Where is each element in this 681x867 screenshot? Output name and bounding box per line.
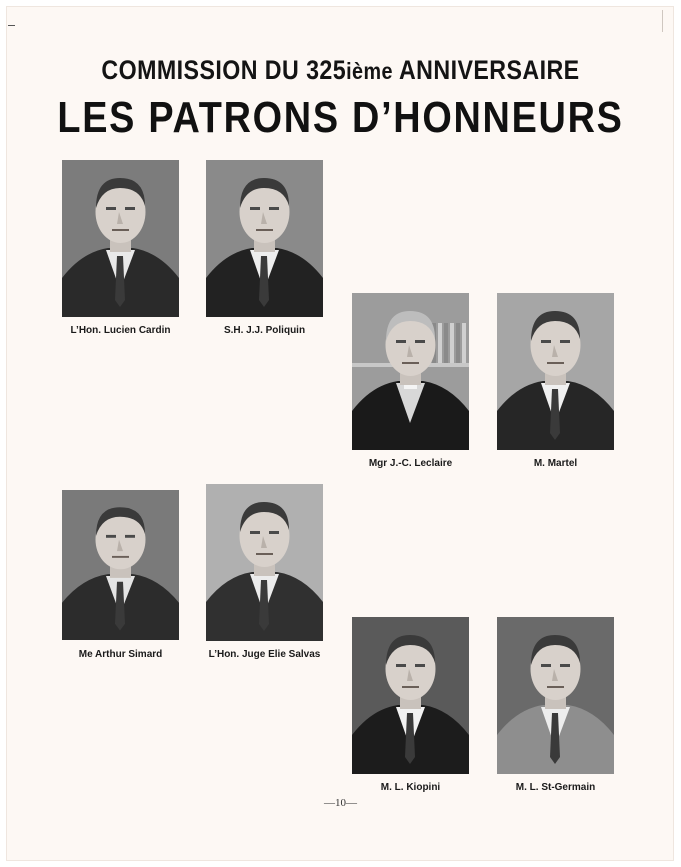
portrait-photo-cardin: [62, 160, 179, 317]
page-number: —10—: [324, 797, 357, 809]
portrait-image: [497, 293, 614, 450]
caption-cardin: L’Hon. Lucien Cardin: [70, 325, 171, 336]
caption-poliquin: S.H. J.J. Poliquin: [223, 325, 306, 336]
portrait-photo-kiopini: [352, 617, 469, 774]
caption-salvas: L’Hon. Juge Elie Salvas: [208, 649, 321, 660]
portrait-photo-salvas: [206, 484, 323, 641]
page-title-patrons: LES PATRONS D’HONNEURS: [57, 93, 624, 142]
portrait-image: [206, 484, 323, 641]
portrait-photo-poliquin: [206, 160, 323, 317]
portrait-image: [352, 617, 469, 774]
caption-martel: M. Martel: [533, 458, 578, 469]
scan-mark: [8, 25, 15, 26]
title-prefix: COMMISSION DU 325: [101, 55, 347, 85]
caption-kiopini: M. L. Kiopini: [380, 782, 441, 793]
scan-mark: [662, 10, 663, 32]
portrait-photo-martel: [497, 293, 614, 450]
caption-st-germain: M. L. St-Germain: [515, 782, 596, 793]
portrait-image: [62, 490, 179, 640]
portrait-image: [62, 160, 179, 317]
page-title-commission: [48, 55, 634, 86]
portrait-image: [352, 293, 469, 450]
portrait-photo-leclaire: [352, 293, 469, 450]
title-suffix: ANNIVERSAIRE: [398, 55, 580, 85]
portrait-image: [206, 160, 323, 317]
portrait-image: [497, 617, 614, 774]
portrait-photo-st-germain: [497, 617, 614, 774]
caption-leclaire: Mgr J.-C. Leclaire: [368, 458, 453, 469]
caption-simard: Me Arthur Simard: [78, 649, 163, 660]
portrait-photo-simard: [62, 490, 179, 640]
title-superscript: ième: [346, 58, 393, 84]
